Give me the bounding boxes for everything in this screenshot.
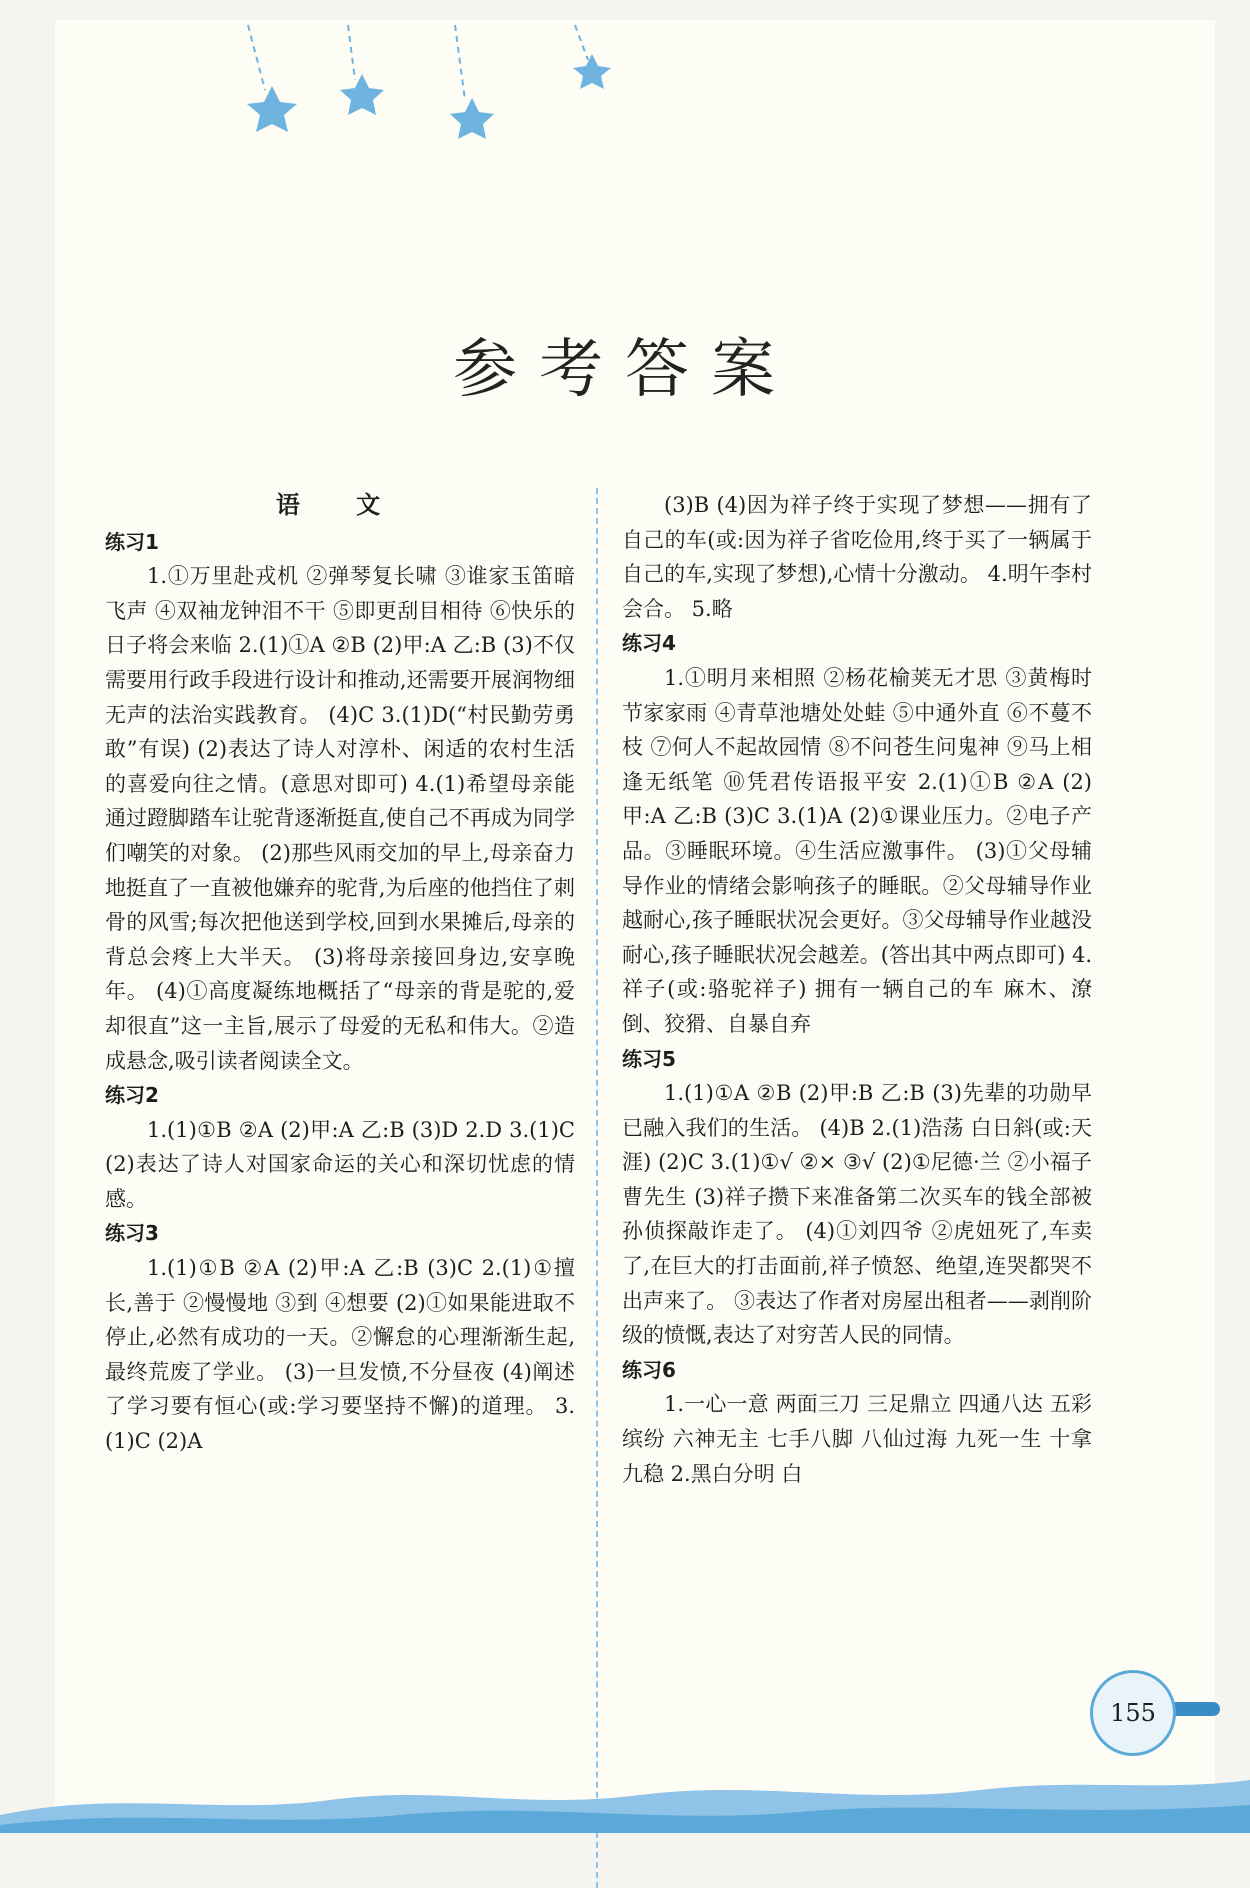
page-title: 参考答案 xyxy=(453,332,797,407)
page-number: 155 xyxy=(1090,1670,1176,1756)
column-divider xyxy=(596,488,598,1888)
hanging-stars-decoration xyxy=(0,0,1250,200)
answer-text: 1.(1)①B ②A (2)甲:A 乙:B (3)D 2.D 3.(1)C (2)表达了诗人对国家命运的关心和深切忧虑的情感。 xyxy=(105,1117,575,1211)
answer-text: 1.(1)①A ②B (2)甲:B 乙:B (3)先辈的功勋早已融入我们的生活。 (4)B 2.(1)浩荡 白日斜(或:天涯) (2)C 3.(1)①√ ②× ③√ (2)①尼德·兰 ②小福子 曹先生 (3)祥子攒下来准备第二次买车的钱全部被孙侦探敲诈走了。 (4)①刘四爷 ②虎妞死了,车卖了,在巨大的打击面前,祥子愤怒、绝望,连哭都哭不出声来了。 ③表达了作者对房屋出租者——剥削阶级的愤慨,表达了对穷苦人民的同情。 xyxy=(622,1081,1092,1348)
wave-footer-decoration xyxy=(0,1720,1250,1833)
subject-heading: 语 文 xyxy=(275,491,405,519)
star-icon xyxy=(573,54,611,89)
right-column xyxy=(622,488,1092,1491)
exercise-heading: 练习5 xyxy=(622,1046,676,1071)
star-icon xyxy=(450,98,494,139)
exercise-heading: 练习2 xyxy=(105,1083,159,1108)
answer-text: 1.(1)①B ②A (2)甲:A 乙:B (3)C 2.(1)①擅长,善于 ②慢慢地 ③到 ④想要 (2)①如果能进取不停止,必然有成功的一天。②懈怠的心理渐渐生起,最终荒废了学业。 (3)一旦发愤,不分昼夜 (4)阐述了学习要有恒心(或:学习要坚持不懈)的道理。 3.(1)C (2)A xyxy=(105,1256,575,1454)
answer-text: 1.①万里赴戎机 ②弹琴复长啸 ③谁家玉笛暗飞声 ④双袖龙钟泪不干 ⑤即更刮目相待 ⑥快乐的日子将会来临 2.(1)①A ②B (2)甲:A 乙:B (3)不仅需要用行政手段进行设计和推动,还需要开展润物细无声的法治实践教育。 (4)C 3.(1)D(“村民勤劳勇敢”有误) (2)表达了诗人对淳朴、闲适的农村生活的喜爱向往之情。(意思对即可) 4.(1)希望母亲能通过蹬脚踏车让驼背逐渐挺直,使自己不再成为同学们嘲笑的对象。 (2)那些风雨交加的早上,母亲奋力地挺直了一直被他嫌弃的驼背,为后座的他挡住了刺骨的风雪;每次把他送到学校,回到水果摊后,母亲的背总会疼上大半天。 (3)将母亲接回身边,安享晚年。 (4)①高度凝练地概括了“母亲的背是驼的,爱却很直”这一主旨,展示了母爱的无私和伟大。②造成悬念,吸引读者阅读全文。 xyxy=(105,564,575,1073)
star-icon xyxy=(340,74,384,115)
exercise-heading: 练习1 xyxy=(105,529,159,554)
answer-text-continued: (3)B (4)因为祥子终于实现了梦想——拥有了自己的车(或:因为祥子省吃俭用,终于买了一辆属于自己的车,实现了梦想),心情十分激动。 4.明午李村会合。 5.略 xyxy=(622,493,1092,621)
exercise-heading: 练习4 xyxy=(622,631,676,656)
answer-text: 1.①明月来相照 ②杨花榆荚无才思 ③黄梅时节家家雨 ④青草池塘处处蛙 ⑤中通外直 ⑥不蔓不枝 ⑦何人不起故园情 ⑧不问苍生问鬼神 ⑨马上相逢无纸笔 ⑩凭君传语报平安 2.(1)①B ②A (2)甲:A 乙:B (3)C 3.(1)A (2)①课业压力。②电子产品。③睡眠环境。④生活应激事件。 (3)①父母辅导作业的情绪会影响孩子的睡眠。②父母辅导作业越耐心,孩子睡眠状况会更好。③父母辅导作业越没耐心,孩子睡眠状况会越差。(答出其中两点即可) 4.祥子(或:骆驼祥子) 拥有一辆自己的车 麻木、潦倒、狡猾、自暴自弃 xyxy=(622,665,1092,1036)
star-icon xyxy=(247,86,297,132)
left-column xyxy=(105,488,575,1459)
exercise-heading: 练习6 xyxy=(622,1357,676,1382)
answer-text: 1.一心一意 两面三刀 三足鼎立 四通八达 五彩缤纷 六神无主 七手八脚 八仙过海 九死一生 十拿九稳 2.黑白分明 白 xyxy=(622,1392,1092,1486)
exercise-heading: 练习3 xyxy=(105,1221,159,1246)
